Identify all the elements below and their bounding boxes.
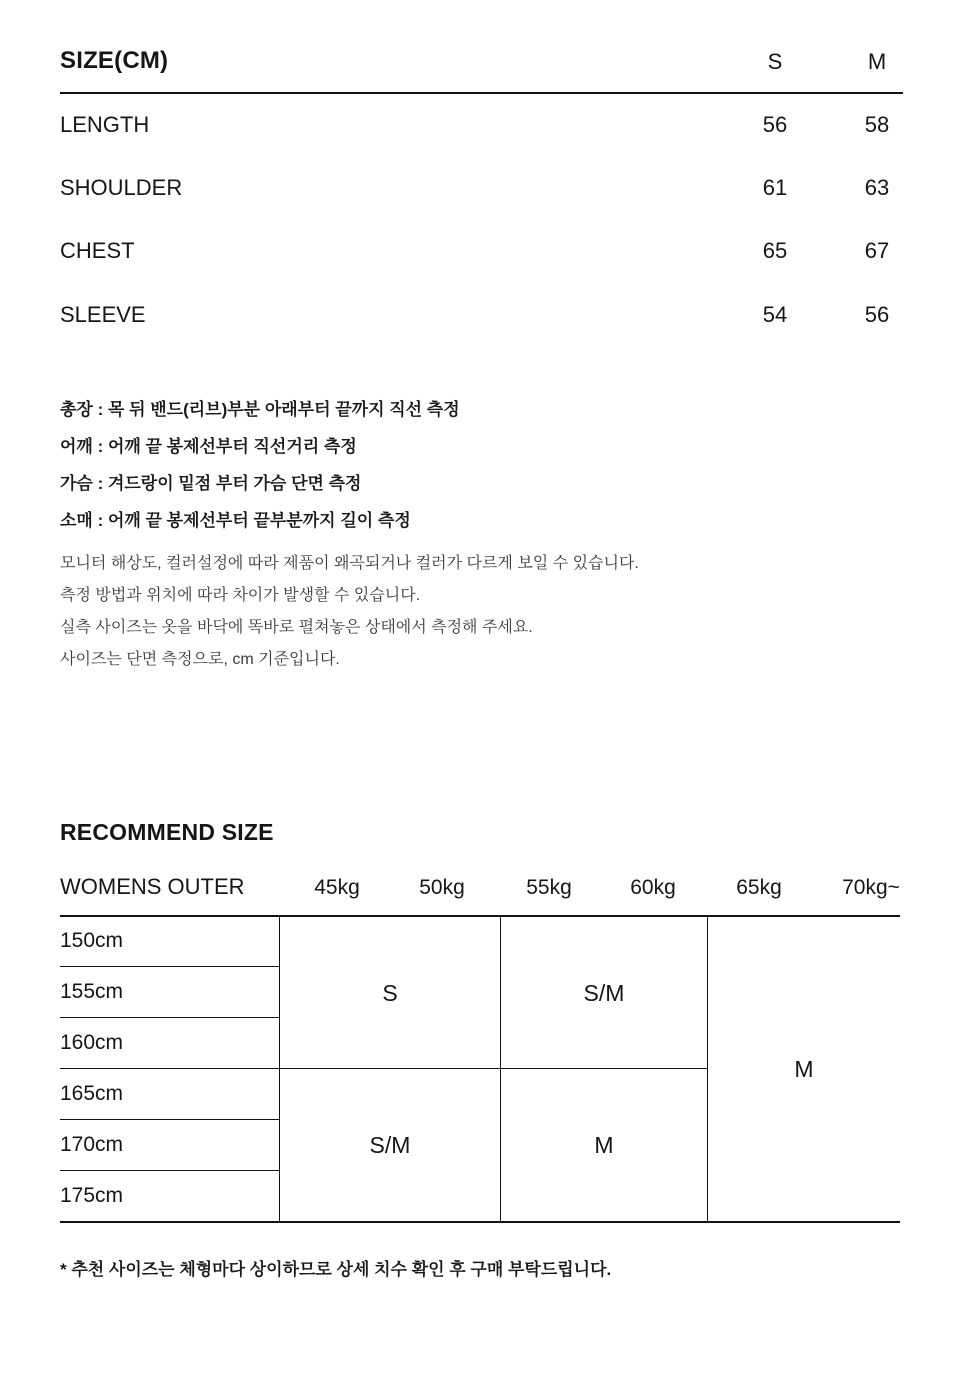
- weight-header-70kg: 70kg~: [842, 876, 900, 899]
- notice-line-monitor: 모니터 해상도, 컬러설정에 따라 제품이 왜곡되거나 컬러가 다르게 보일 수 있습니다.: [60, 555, 639, 572]
- recommend-cell-65-70kg-all-heights: M: [794, 1056, 814, 1082]
- size-value-m: 58: [864, 112, 890, 137]
- grid-bottom-border: [60, 1221, 900, 1223]
- size-row-label: SLEEVE: [60, 302, 146, 327]
- recommend-cell-55-60kg-150-160cm: S/M: [583, 979, 625, 1006]
- measure-guide-line-shoulder: 어깨 : 어깨 끝 봉제선부터 직선거리 측정: [60, 437, 357, 456]
- height-label-170cm: 170cm: [60, 1133, 124, 1156]
- weight-header-50kg: 50kg: [419, 876, 465, 899]
- size-value-s: 65: [762, 238, 788, 263]
- size-table-row-shoulder: [0, 175, 960, 201]
- height-label-155cm: 155cm: [60, 980, 124, 1003]
- size-value-m: 67: [864, 238, 890, 263]
- height-label-175cm: 175cm: [60, 1184, 124, 1207]
- grid-row-separator: [60, 1017, 279, 1018]
- recommend-size-title: RECOMMEND SIZE: [60, 819, 274, 845]
- size-value-s: 61: [762, 175, 788, 200]
- size-value-s: 54: [762, 302, 788, 327]
- measure-guide-line-chest: 가슴 : 겨드랑이 밑점 부터 가슴 단면 측정: [60, 474, 362, 493]
- size-value-m: 56: [864, 302, 890, 327]
- recommend-category-label: WOMENS OUTER: [60, 874, 245, 899]
- size-table-header-rule: [60, 92, 903, 94]
- recommend-cell-45-50kg-150-160cm: S: [382, 979, 398, 1006]
- size-value-s: 56: [762, 112, 788, 137]
- height-label-150cm: 150cm: [60, 929, 124, 952]
- notice-line-flat: 실측 사이즈는 옷을 바닥에 똑바로 펼쳐놓은 상태에서 측정해 주세요.: [60, 619, 533, 636]
- size-row-label: LENGTH: [60, 112, 150, 137]
- weight-header-60kg: 60kg: [630, 876, 676, 899]
- recommend-size-footnote: * 추천 사이즈는 체형마다 상이하므로 상세 치수 확인 후 구매 부탁드립니다.: [60, 1260, 612, 1279]
- recommend-size-grid: [60, 915, 900, 1223]
- recommend-cell-45-50kg-165-175cm: S/M: [369, 1132, 411, 1158]
- weight-header-65kg: 65kg: [736, 876, 782, 899]
- grid-row-separator: [60, 1170, 279, 1171]
- size-column-header-s: S: [767, 49, 783, 74]
- weight-header-55kg: 55kg: [526, 876, 572, 899]
- size-table-title: SIZE(CM): [60, 47, 169, 74]
- notice-line-cm: 사이즈는 단면 측정으로, cm 기준입니다.: [60, 651, 340, 668]
- measure-guide-line-length: 총장 : 목 뒤 밴드(리브)부분 아래부터 끝까지 직선 측정: [60, 400, 460, 419]
- size-row-label: CHEST: [60, 238, 135, 263]
- size-table-row-chest: [0, 238, 960, 264]
- grid-row-separator: [60, 1119, 279, 1120]
- size-column-header-m: M: [867, 49, 887, 74]
- size-table-row-sleeve: [0, 302, 960, 328]
- size-row-label: SHOULDER: [60, 175, 183, 200]
- notice-line-method: 측정 방법과 위치에 따라 차이가 발생할 수 있습니다.: [60, 587, 421, 604]
- height-label-160cm: 160cm: [60, 1031, 124, 1054]
- size-value-m: 63: [864, 175, 890, 200]
- measure-guide-line-sleeve: 소매 : 어깨 끝 봉제선부터 끝부분까지 길이 측정: [60, 511, 411, 530]
- size-table-row-length: [0, 112, 960, 138]
- weight-header-45kg: 45kg: [314, 876, 360, 899]
- height-label-165cm: 165cm: [60, 1082, 124, 1105]
- recommend-cell-55-60kg-165-175cm: M: [594, 1132, 614, 1158]
- grid-row-separator: [60, 966, 279, 967]
